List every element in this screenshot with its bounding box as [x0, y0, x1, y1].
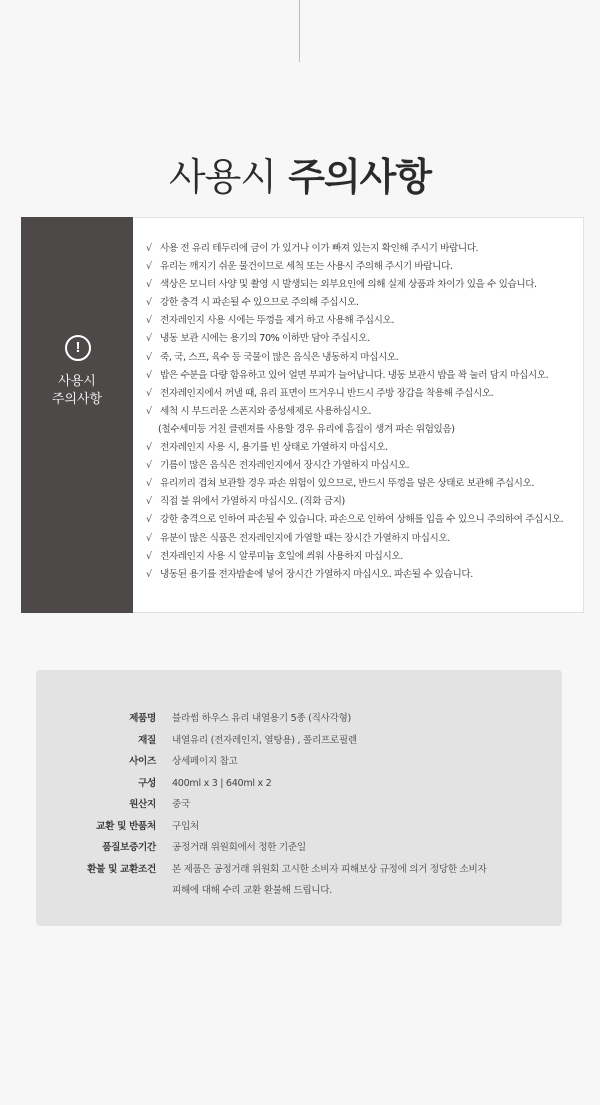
caution-side-panel: [21, 217, 133, 613]
info-row-composition: [36, 773, 562, 795]
info-value: 블라썸 하우스 유리 내열용기 5종 (직사각형): [172, 713, 351, 724]
info-row-origin: [36, 794, 562, 816]
side-label-line2: 주의사항: [51, 392, 103, 407]
caution-side-label: [21, 373, 133, 409]
caution-item: √ 전자레인지 사용 시, 용기를 빈 상태로 가열하지 마십시오.: [146, 439, 563, 457]
check-icon: √: [146, 460, 152, 472]
caution-item: √ 냉동 보관 시에는 용기의 70% 이하만 담아 주십시오.: [146, 330, 563, 348]
info-value: [156, 859, 486, 902]
info-label: 제품명: [129, 713, 156, 724]
info-label: 원산지: [129, 799, 156, 810]
product-info-table: [36, 708, 562, 902]
check-icon: √: [146, 315, 152, 327]
check-icon: √: [146, 333, 152, 345]
info-row-size: [36, 751, 562, 773]
caution-item: √ 밥은 수분을 다량 함유하고 있어 얼면 부피가 늘어납니다. 냉동 보관시 밥을 꽉 눌러 담지 마십시오.: [146, 367, 563, 385]
check-icon: √: [146, 369, 152, 381]
info-label: 품질보증기간: [102, 842, 156, 853]
caution-item: √ 색상은 모니터 사양 및 촬영 시 발생되는 외부요인에 의해 실제 상품과 차이가 있을 수 있습니다.: [146, 276, 563, 294]
check-icon: √: [146, 351, 152, 363]
info-label: 재질: [138, 734, 156, 746]
check-icon: √: [146, 532, 152, 544]
info-label: 교환 및 반품처: [96, 820, 156, 832]
check-icon: √: [146, 405, 152, 417]
exclamation-icon: !: [65, 335, 91, 361]
check-icon: √: [146, 297, 152, 309]
caution-item: √ 죽, 국, 스프, 육수 등 국물이 많은 음식은 냉동하지 마십시오.: [146, 349, 563, 367]
info-row-warranty: [36, 837, 562, 859]
check-icon: √: [146, 514, 152, 526]
check-icon: √: [146, 496, 152, 508]
caution-list: [146, 240, 563, 584]
caution-item: √ 강한 충격으로 인하여 파손될 수 있습니다. 파손으로 인하여 상해를 입을 수 있으니 주의하여 주십시오.: [146, 511, 563, 529]
page-title-light: 사용시: [168, 155, 277, 200]
info-row-product-name: [36, 708, 562, 730]
check-icon: √: [146, 442, 152, 454]
check-icon: √: [146, 550, 152, 562]
caution-item: √ 전자레인지 사용 시 알루미늄 호일에 씌워 사용하지 마십시오.: [146, 548, 563, 566]
page-title-bold: 주의사항: [288, 155, 432, 200]
caution-item: √ 유리끼리 겹쳐 보관할 경우 파손 위험이 있으므로, 반드시 뚜껑을 덮은 상태로 보관해 주십시오.: [146, 475, 563, 493]
caution-item: √ 세척 시 부드러운 스폰지와 중성세제로 사용하십시오.: [146, 403, 563, 421]
caution-item: √ 유분이 많은 식품은 전자레인지에 가열할 때는 장시간 가열하지 마십시오.: [146, 530, 563, 548]
info-row-material: [36, 730, 562, 752]
info-label: 환불 및 교환조건: [87, 863, 156, 875]
info-row-exchange-place: [36, 816, 562, 838]
check-icon: √: [146, 478, 152, 490]
info-value: 구입처: [172, 820, 199, 832]
caution-item: √ 유리는 깨지기 쉬운 물건이므로 세척 또는 사용시 주의해 주시기 바랍니다.: [146, 258, 563, 276]
check-icon: √: [146, 261, 152, 273]
info-row-refund-conditions: [36, 859, 562, 902]
caution-item: √ 직접 불 위에서 가열하지 마십시오. (직화 금지): [146, 493, 563, 511]
top-divider-line: [299, 0, 300, 62]
check-icon: √: [146, 243, 152, 254]
check-icon: √: [146, 279, 152, 291]
caution-notice-box: [21, 217, 584, 613]
info-value: 상세페이지 참고: [172, 756, 238, 767]
check-icon: √: [146, 387, 152, 399]
page-title: [0, 153, 600, 201]
caution-item: √ 전자레인지에서 꺼낼 때, 유리 표면이 뜨거우니 반드시 주방 장갑을 착용해 주십시오.: [146, 385, 563, 403]
caution-sub-note: (철수세미등 거친 클렌져를 사용할 경우 유리에 흠집이 생겨 파손 위험있음): [158, 423, 455, 435]
info-value-line2: 피해에 대해 수리 교환 환불해 드립니다.: [172, 885, 332, 896]
info-label: 구성: [138, 777, 156, 789]
info-value: 400ml x 3 | 640ml x 2: [172, 777, 272, 789]
side-label-line1: 사용시: [58, 374, 96, 389]
info-value: 내열유리 (전자레인지, 열탕용) , 폴리프로필렌: [172, 734, 357, 746]
info-label: 사이즈: [129, 756, 156, 767]
product-info-box: [36, 670, 562, 926]
caution-item: √ 사용 전 유리 테두리에 금이 가 있거나 이가 빠져 있는지 확인해 주시기 바랍니다.: [146, 240, 563, 258]
info-value: 공정거래 위원회에서 정한 기준일: [172, 842, 306, 853]
caution-item: √ 냉동된 용기를 전자밥솥에 넣어 장시간 가열하지 마십시오. 파손될 수 있습니다.: [146, 566, 563, 584]
info-value: 중국: [172, 799, 190, 810]
check-icon: √: [146, 568, 152, 580]
caution-item: √ 기름이 많은 음식은 전자레인지에서 장시간 가열하지 마십시오.: [146, 457, 563, 475]
caution-item: √ 전자레인지 사용 시에는 뚜껑을 제거 하고 사용해 주십시오.: [146, 312, 563, 330]
caution-item: √ 강한 충격 시 파손될 수 있으므로 주의해 주십시오.: [146, 294, 563, 312]
info-value-line1: 본 제품은 공정거래 위원회 고시한 소비자 피해보상 규정에 의거 정당한 소비자: [172, 863, 487, 875]
